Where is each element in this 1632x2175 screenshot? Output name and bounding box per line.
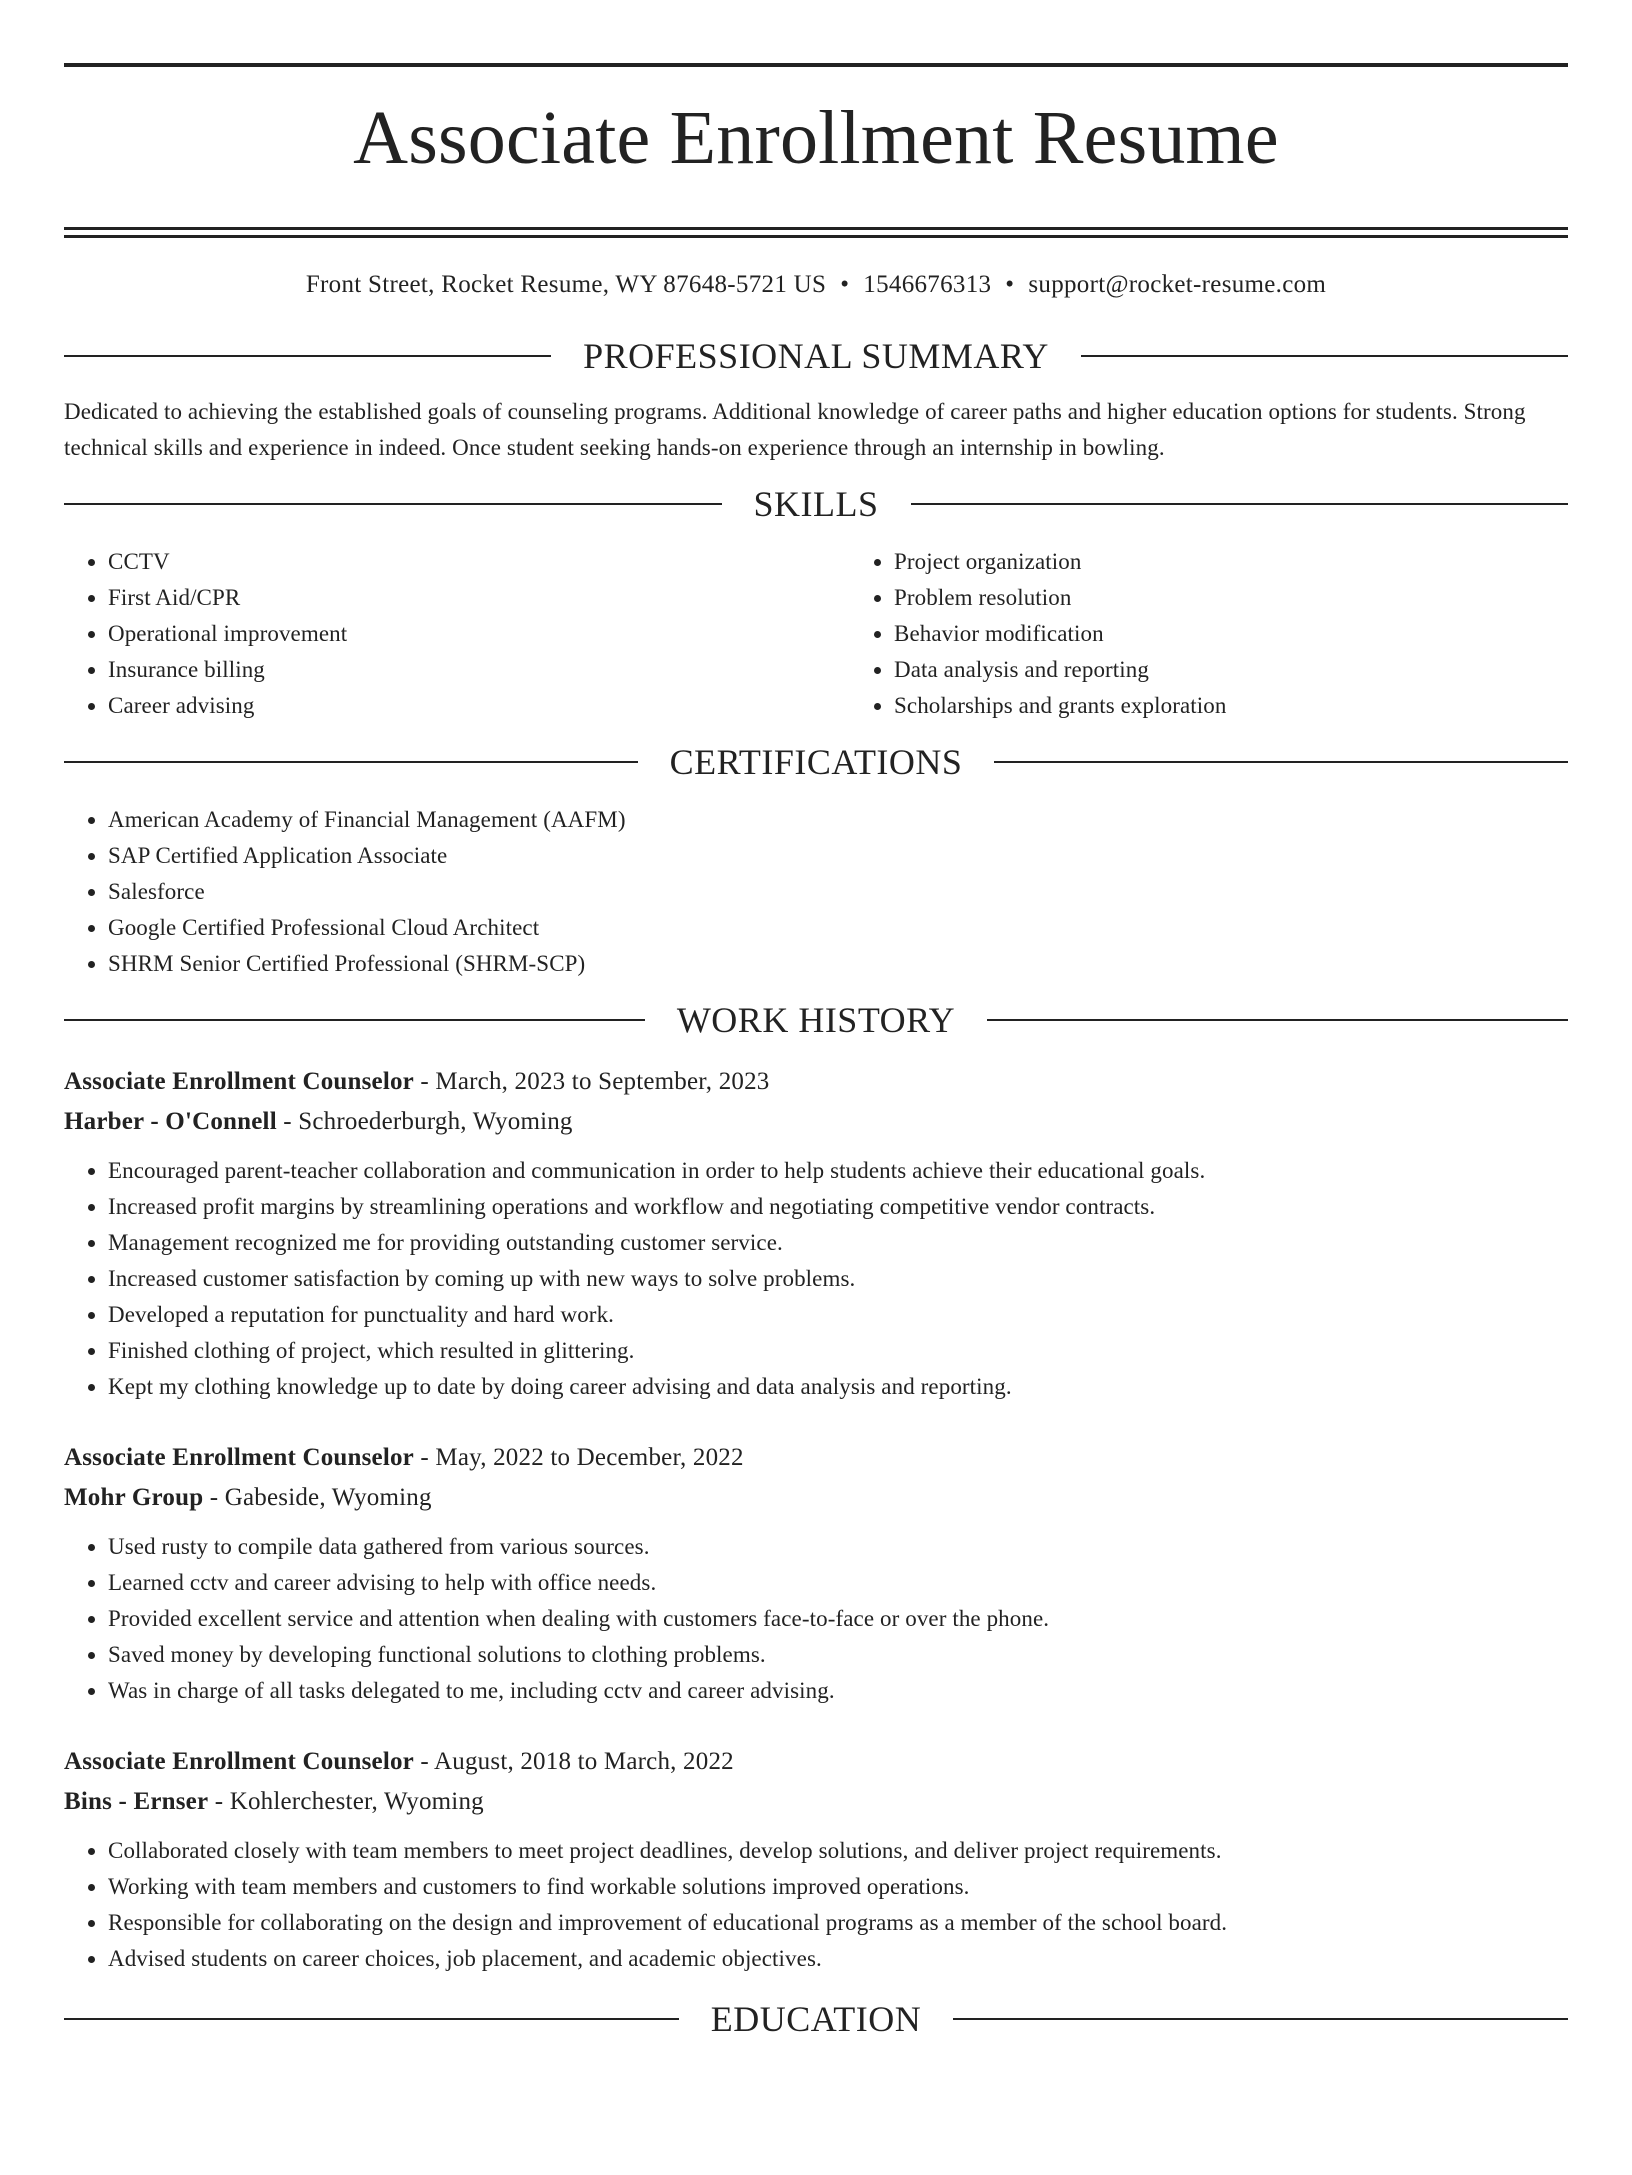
job-location: - Schroederburgh, Wyoming <box>276 1107 573 1135</box>
section-rule <box>1081 355 1568 357</box>
contact-separator: • <box>1005 270 1015 298</box>
skills-list-right <box>850 544 1632 724</box>
job-role: Associate Enrollment Counselor <box>64 1747 414 1775</box>
skills-list-left <box>64 544 850 724</box>
job-bullets <box>64 1833 1568 1977</box>
job-entry <box>64 1742 1568 1977</box>
job-bullet: • Increased profit margins by streamlining operations and workflow and negotiating competitive vendor contracts. <box>108 1189 1568 1225</box>
job-company: Harber - O'Connell <box>64 1107 277 1135</box>
job-bullet: • Saved money by developing functional solutions to clothing problems. <box>108 1637 1568 1673</box>
section-title-certifications: CERTIFICATIONS <box>669 741 963 782</box>
section-title-summary: PROFESSIONAL SUMMARY <box>583 335 1049 376</box>
skill-item: • Operational improvement <box>108 616 850 652</box>
section-title-work: WORK HISTORY <box>676 999 956 1040</box>
contact-separator: • <box>840 270 850 298</box>
job-location: - Gabeside, Wyoming <box>203 1483 432 1511</box>
certification-item: • American Academy of Financial Management (AAFM) <box>108 802 1568 838</box>
job-bullet: • Advised students on career choices, job placement, and academic objectives. <box>108 1941 1568 1977</box>
section-rule <box>987 1019 1568 1021</box>
job-bullets <box>64 1153 1568 1405</box>
job-entry <box>64 1438 1568 1709</box>
skill-item: • Career advising <box>108 688 850 724</box>
certification-item: • Salesforce <box>108 874 1568 910</box>
job-dates: - August, 2018 to March, 2022 <box>413 1747 734 1775</box>
job-bullet: • Kept my clothing knowledge up to date by doing career advising and data analysis and reporting. <box>108 1369 1568 1405</box>
section-rule <box>64 503 722 505</box>
skill-item: • Insurance billing <box>108 652 850 688</box>
certification-item: • SHRM Senior Certified Professional (SHRM-SCP) <box>108 946 1568 982</box>
job-dates: - March, 2023 to September, 2023 <box>413 1067 770 1095</box>
resume-title: Associate Enrollment Resume <box>353 96 1279 180</box>
job-bullet: • Was in charge of all tasks delegated to me, including cctv and career advising. <box>108 1673 1568 1709</box>
contact-email[interactable]: support@rocket-resume.com <box>1028 270 1327 298</box>
job-bullet: • Working with team members and customers to find workable solutions improved operations. <box>108 1869 1568 1905</box>
job-title-line <box>64 1742 1568 1782</box>
job-bullet: • Finished clothing of project, which resulted in glittering. <box>108 1333 1568 1369</box>
skill-item: • First Aid/CPR <box>108 580 850 616</box>
contact-line <box>64 270 1568 300</box>
section-rule <box>953 2018 1568 2020</box>
skill-item: • Data analysis and reporting <box>894 652 1632 688</box>
section-rule <box>994 761 1568 763</box>
certifications-block <box>64 802 1568 982</box>
job-bullet: • Encouraged parent-teacher collaboration and communication in order to help students achieve their educational goals. <box>108 1153 1568 1189</box>
job-bullet: • Collaborated closely with team members to meet project deadlines, develop solutions, and deliver project requirements. <box>108 1833 1568 1869</box>
job-company-line <box>64 1782 1568 1822</box>
job-company-line <box>64 1478 1568 1518</box>
job-title-line <box>64 1062 1568 1102</box>
job-role: Associate Enrollment Counselor <box>64 1443 414 1471</box>
job-bullet: • Increased customer satisfaction by coming up with new ways to solve problems. <box>108 1261 1568 1297</box>
contact-address: Front Street, Rocket Resume, WY 87648-5721 US <box>305 270 827 298</box>
section-header-education <box>64 1999 1568 2039</box>
job-role: Associate Enrollment Counselor <box>64 1067 414 1095</box>
skill-item: • Problem resolution <box>894 580 1632 616</box>
job-bullet: • Learned cctv and career advising to help with office needs. <box>108 1565 1568 1601</box>
section-rule <box>911 503 1569 505</box>
job-company: Mohr Group <box>64 1483 204 1511</box>
top-rule <box>64 63 1568 67</box>
summary-text: Dedicated to achieving the established goals of counseling programs. Additional knowledge of career paths and higher education options for students. Strong technical skills and experience in indeed. Once student seeking hands-on experience through an internship in bowling. <box>64 398 1526 460</box>
job-bullet: • Used rusty to compile data gathered from various sources. <box>108 1529 1568 1565</box>
skill-item: • Scholarships and grants exploration <box>894 688 1632 724</box>
job-dates: - May, 2022 to December, 2022 <box>413 1443 744 1471</box>
section-header-summary <box>64 336 1568 376</box>
section-header-skills <box>64 484 1568 524</box>
certification-item: • SAP Certified Application Associate <box>108 838 1568 874</box>
job-title-line <box>64 1438 1568 1478</box>
job-entry <box>64 1062 1568 1405</box>
job-bullet: • Provided excellent service and attention when dealing with customers face-to-face or over the phone. <box>108 1601 1568 1637</box>
certification-item: • Google Certified Professional Cloud Architect <box>108 910 1568 946</box>
job-company: Bins - Ernser <box>64 1787 209 1815</box>
section-rule <box>64 355 551 357</box>
section-title-education: EDUCATION <box>710 1998 922 2039</box>
job-bullets <box>64 1529 1568 1709</box>
resume-page <box>0 63 1632 2175</box>
job-bullet: • Management recognized me for providing outstanding customer service. <box>108 1225 1568 1261</box>
job-bullet: • Responsible for collaborating on the design and improvement of educational programs as a member of the school board. <box>108 1905 1568 1941</box>
section-rule <box>64 1019 645 1021</box>
skill-item: • Behavior modification <box>894 616 1632 652</box>
contact-phone: 1546676313 <box>863 270 992 298</box>
section-header-certifications <box>64 742 1568 782</box>
section-title-skills: SKILLS <box>753 483 879 524</box>
certifications-list <box>64 802 1568 982</box>
skills-columns <box>64 544 1568 724</box>
section-header-work <box>64 1000 1568 1040</box>
job-location: - Kohlerchester, Wyoming <box>208 1787 484 1815</box>
skill-item: • Project organization <box>894 544 1632 580</box>
skill-item: • CCTV <box>108 544 850 580</box>
job-company-line <box>64 1102 1568 1142</box>
section-rule <box>64 2018 679 2020</box>
title-double-rule <box>64 227 1568 238</box>
section-rule <box>64 761 638 763</box>
job-bullet: • Developed a reputation for punctuality and hard work. <box>108 1297 1568 1333</box>
